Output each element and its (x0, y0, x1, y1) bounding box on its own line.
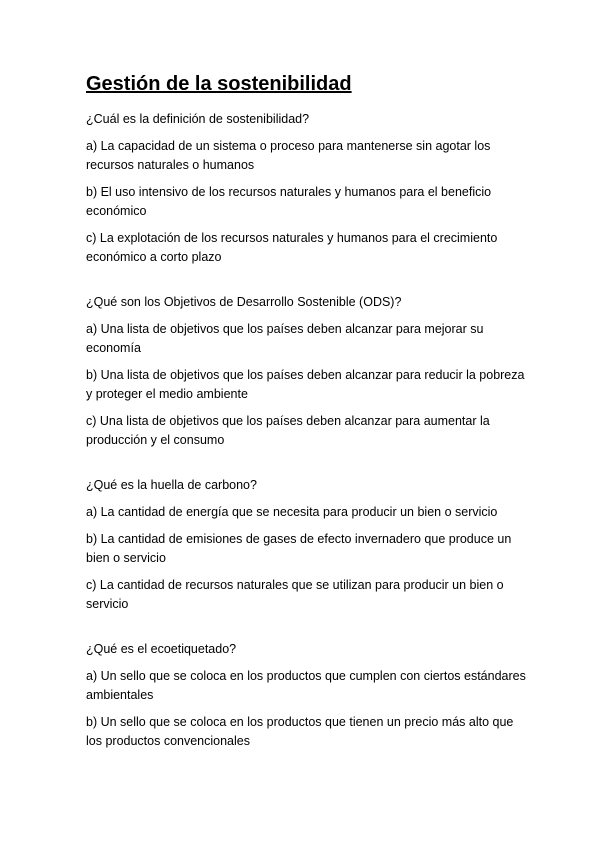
answer-option-a: a) Una lista de objetivos que los países deben alcanzar para mejorar su economía (86, 322, 484, 355)
question-text: ¿Cuál es la definición de sostenibilidad? (86, 112, 310, 126)
answer-option-c: c) La explotación de los recursos naturales y humanos para el crecimiento económico a corto plazo (86, 231, 498, 264)
question-block-3 (86, 476, 526, 614)
answer-option-b: b) Un sello que se coloca en los productos que tienen un precio más alto que los productos convencionales (86, 715, 514, 748)
document-page (86, 70, 526, 777)
question-block-4 (86, 640, 526, 751)
question-text: ¿Qué son los Objetivos de Desarrollo Sostenible (ODS)? (86, 295, 402, 309)
answer-option-a: a) Un sello que se coloca en los productos que cumplen con ciertos estándares ambientales (86, 669, 526, 702)
answer-option-c: c) La cantidad de recursos naturales que se utilizan para producir un bien o servicio (86, 578, 504, 611)
question-text: ¿Qué es la huella de carbono? (86, 478, 257, 492)
answer-option-a: a) La capacidad de un sistema o proceso para mantenerse sin agotar los recursos naturales o humanos (86, 139, 491, 172)
page-title: Gestión de la sostenibilidad (86, 73, 352, 95)
question-block-2 (86, 293, 526, 450)
answer-option-b: b) El uso intensivo de los recursos naturales y humanos para el beneficio económico (86, 185, 492, 218)
question-block-1 (86, 110, 526, 267)
answer-option-b: b) La cantidad de emisiones de gases de efecto invernadero que produce un bien o servicio (86, 532, 512, 565)
question-text: ¿Qué es el ecoetiquetado? (86, 642, 237, 656)
answer-option-a: a) La cantidad de energía que se necesita para producir un bien o servicio (86, 505, 498, 519)
answer-option-b: b) Una lista de objetivos que los países deben alcanzar para reducir la pobreza y proteger el medio ambiente (86, 368, 525, 401)
answer-option-c: c) Una lista de objetivos que los países deben alcanzar para aumentar la producción y el consumo (86, 414, 490, 447)
